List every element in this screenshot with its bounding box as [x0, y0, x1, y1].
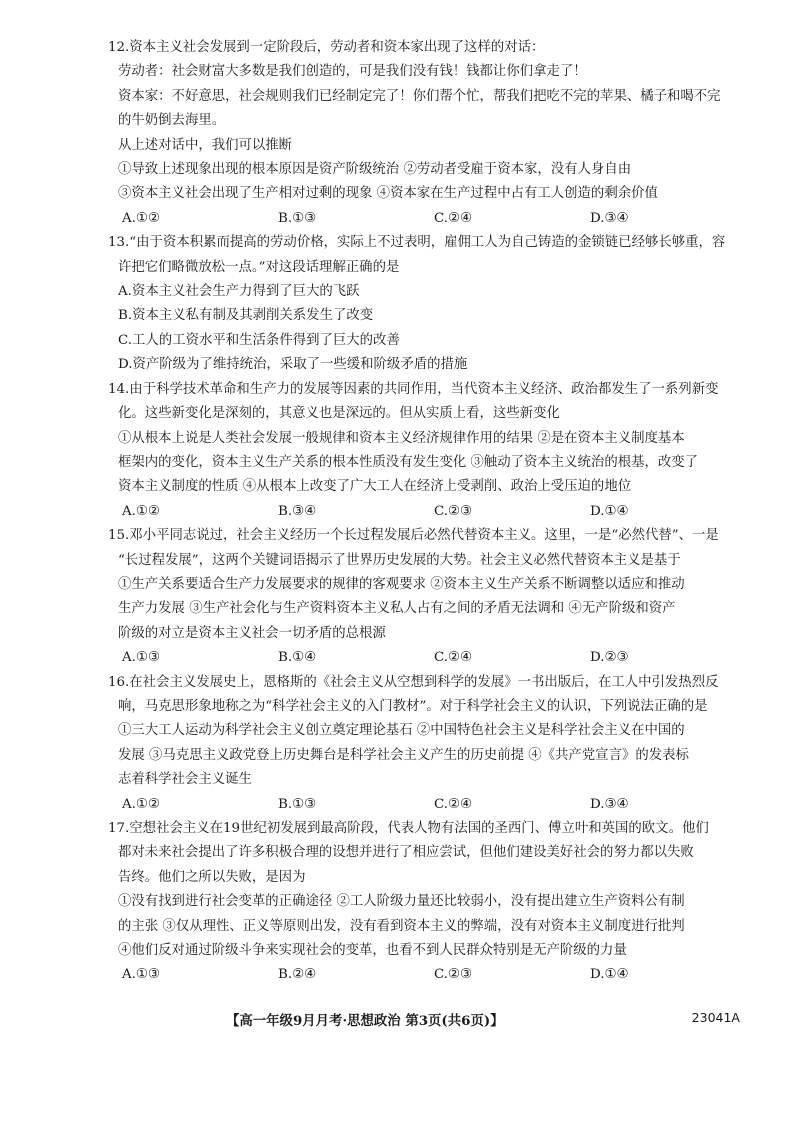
answer-option: C.②③ [434, 503, 473, 519]
question-block [108, 231, 756, 377]
question-stem: 14.由于科学技术革命和生产力的发展等因素的共同作用，当代资本主义经济、政治都发生了一系列新变 [108, 381, 719, 397]
question-line: 资本家：不好意思，社会规则我们已经制定完了！你们帮个忙，帮我们把吃不完的苹果、橘子和喝不完 [118, 88, 721, 104]
answer-option: D.②③ [590, 650, 629, 666]
question-line: A.资本主义社会生产力得到了巨大的飞跃 [118, 284, 360, 300]
question-block [108, 671, 756, 817]
question-line: 的主张 ③仅从理性、正义等原则出发，没有看到资本主义的弊端，没有对资本主义制度进行批判 [118, 918, 685, 934]
question-stem: 17.空想社会主义在19世纪初发展到最高阶段，代表人物有法国的圣西门、傅立叶和英国的欧文。他们 [108, 821, 709, 836]
answer-option: A.①② [122, 210, 160, 226]
question-line: 从上述对话中，我们可以推断 [118, 137, 293, 153]
question-line: 都对未来社会提出了许多积极合理的设想并进行了相应尝试，但他们建设美好社会的努力都以失败 [118, 845, 694, 861]
question-line: ①三大工人运动为科学社会主义创立奠定理论基石 ②中国特色社会主义是科学社会主义在中国的 [118, 723, 685, 739]
answer-options [108, 793, 756, 817]
question-line: ③资本主义社会出现了生产相对过剩的现象 ④资本家在生产过程中占有工人创造的剩余价值 [118, 186, 658, 202]
answer-options [108, 963, 756, 987]
paper-code: 23041A [691, 1010, 740, 1025]
question-stem: 12.资本主义社会发展到一定阶段后，劳动者和资本家出现了这样的对话： [108, 40, 545, 55]
answer-option: D.③④ [590, 796, 629, 812]
question-stem: 13.“由于资本积累而提高的劳动价格，实际上不过表明，雇佣工人为自己铸造的金锁链已经够长够重，容 [108, 235, 726, 251]
question-stem: 16.在社会主义发展史上，恩格斯的《社会主义从空想到科学的发展》一书出版后，在工人中引发热烈反 [108, 674, 719, 690]
question-line: 劳动者：社会财富大多数是我们创造的，可是我们没有钱！钱都让你们拿走了！ [118, 64, 587, 80]
answer-options [108, 500, 756, 524]
question-block [108, 524, 756, 670]
question-block [108, 378, 756, 524]
question-line: ①从根本上说是人类社会发展一般规律和资本主义经济规律作用的结果 ②是在资本主义制度基本 [118, 430, 685, 446]
question-line: 告终。他们之所以失败，是因为 [118, 869, 306, 885]
answer-option: A.①② [122, 503, 160, 519]
question-line: 框架内的变化，资本主义生产关系的根本性质没有发生变化 ③触动了资本主义统治的根基，改变了 [118, 454, 699, 470]
question-line: D.资产阶级为了维持统治，采取了一些缓和阶级矛盾的措施 [118, 357, 468, 373]
answer-options [108, 207, 756, 231]
answer-option: C.②④ [434, 210, 473, 226]
answer-option: D.③④ [590, 210, 629, 226]
answer-options [108, 646, 756, 670]
question-line: 阶级的对立是资本主义社会一切矛盾的总根源 [118, 625, 386, 641]
question-line: ①没有找到进行社会变革的正确途径 ②工人阶级力量还比较弱小，没有提出建立生产资料公有制 [118, 894, 685, 910]
question-stem: 15.邓小平同志说过，社会主义经历一个长过程发展后必然代替资本主义。这里，一是“必然代替”、一是 [108, 528, 719, 544]
page-footer [0, 1004, 794, 1034]
question-line: C.工人的工资水平和生活条件得到了巨大的改善 [118, 332, 400, 348]
question-block [108, 36, 756, 231]
question-line: 的牛奶倒去海里。 [118, 113, 226, 129]
question-line: 化。这些新变化是深刻的，其意义也是深远的。但从实质上看，这些新变化 [118, 406, 560, 422]
question-list [108, 36, 756, 988]
question-line: B.资本主义私有制及其剥削关系发生了改变 [118, 308, 374, 324]
question-line: “长过程发展”，这两个关键词语揭示了世界历史发展的大势。社会主义必然代替资本主义是基于 [118, 552, 681, 568]
answer-option: C.②③ [434, 967, 473, 983]
answer-option: B.①③ [278, 210, 317, 226]
answer-option: C.②④ [434, 796, 473, 812]
answer-option: C.②④ [434, 650, 473, 666]
answer-option: A.①③ [122, 967, 160, 983]
footer-label: 【高一年级9月月考·思想政治 第3页(共6页)】 [226, 1013, 504, 1029]
answer-option: D.①④ [590, 967, 629, 983]
answer-option: A.①② [122, 796, 160, 812]
question-line: ④他们反对通过阶级斗争来实现社会的变革，也看不到人民群众特别是无产阶级的力量 [118, 943, 627, 959]
question-line: 许把它们略微放松一点。”对这段话理解正确的是 [118, 259, 400, 275]
question-line: ①导致上述现象出现的根本原因是资产阶级统治 ②劳动者受雇于资本家，没有人身自由 [118, 162, 632, 178]
question-line: 生产力发展 ③生产社会化与生产资料资本主义私人占有之间的矛盾无法调和 ④无产阶级和资产 [118, 601, 676, 617]
question-line: 响，马克思形象地称之为“科学社会主义的入门教材”。对于科学社会主义的认识，下列说法正确的是 [118, 698, 708, 714]
answer-option: B.①③ [278, 796, 317, 812]
answer-option: B.③④ [278, 503, 317, 519]
question-line: 资本主义制度的性质 ④从根本上改变了广大工人在经济上受剥削、政治上受压迫的地位 [118, 479, 632, 495]
question-line: 志着科学社会主义诞生 [118, 772, 252, 788]
question-line: ①生产关系要适合生产力发展要求的规律的客观要求 ②资本主义生产关系不断调整以适应和推动 [118, 576, 685, 592]
answer-option: B.②④ [278, 967, 317, 983]
question-block [108, 817, 756, 988]
answer-option: B.①④ [278, 650, 317, 666]
question-line: 发展 ③马克思主义政党登上历史舞台是科学社会主义产生的历史前提 ④《共产党宣言》的发表标 [118, 747, 689, 763]
answer-option: D.①④ [590, 503, 629, 519]
answer-option: A.①③ [122, 650, 160, 666]
